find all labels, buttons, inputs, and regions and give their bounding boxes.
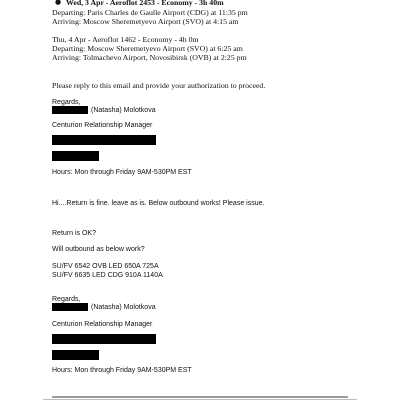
flight-1-departing: Departing: Paris Charles de Gaulle Airport (CDG) at 11:35 pm: [52, 8, 248, 17]
reply-request-text: Please reply to this email and provide your authorization to proceed.: [52, 81, 266, 90]
signature-2-name: (Natasha) Molotkova: [91, 304, 156, 311]
flight-2-departing: Departing: Moscow Sheremetyevo Airport (SVO) at 6:25 am: [52, 44, 243, 53]
flight-option-line-1: SU/FV 6542 OVB LED 650A 725A: [52, 263, 159, 270]
redaction-bar: [52, 334, 156, 344]
redaction-bar: [52, 151, 99, 161]
signature-2-title: Centurion Relationship Manager: [52, 321, 153, 328]
signature-2-hours: Hours: Mon through Friday 9AM-530PM EST: [52, 367, 192, 374]
signature-2-regards: Regards,: [52, 296, 81, 303]
signature-1-hours: Hours: Mon through Friday 9AM-530PM EST: [52, 169, 192, 176]
agent-question-outbound: Will outbound as below work?: [52, 246, 145, 253]
signature-1-name: (Natasha) Molotkova: [91, 107, 156, 114]
cut-off-text-line: [52, 396, 348, 398]
flight-1-header: Wed, 3 Apr - Aeroflot 2453 - Economy - 3h 40m: [66, 0, 224, 7]
redaction-bar: [52, 303, 88, 311]
flight-1-arriving: Arriving: Moscow Sheremetyevo Airport (SVO) at 4:15 am: [52, 17, 239, 26]
bullet-icon: ●: [55, 0, 62, 6]
flight-2-header: Thu, 4 Apr - Aeroflot 1462 - Economy - 4h 0m: [52, 35, 199, 44]
agent-question-return: Return is OK?: [52, 230, 96, 237]
redaction-bar: [52, 350, 99, 360]
flight-option-line-2: SU/FV 6635 LED CDG 910A 1140A: [52, 272, 163, 279]
redaction-bar: [52, 135, 156, 145]
client-reply-text: Hi....Return is fine. leave as is. Below outbound works! Please issue.: [52, 200, 265, 207]
signature-1-regards: Regards,: [52, 99, 81, 106]
signature-1-title: Centurion Relationship Manager: [52, 122, 153, 129]
flight-2-arriving: Arriving: Tolmachevo Airport, Novosibirsk (OVB) at 2:25 pm: [52, 53, 247, 62]
redaction-bar: [52, 106, 88, 114]
